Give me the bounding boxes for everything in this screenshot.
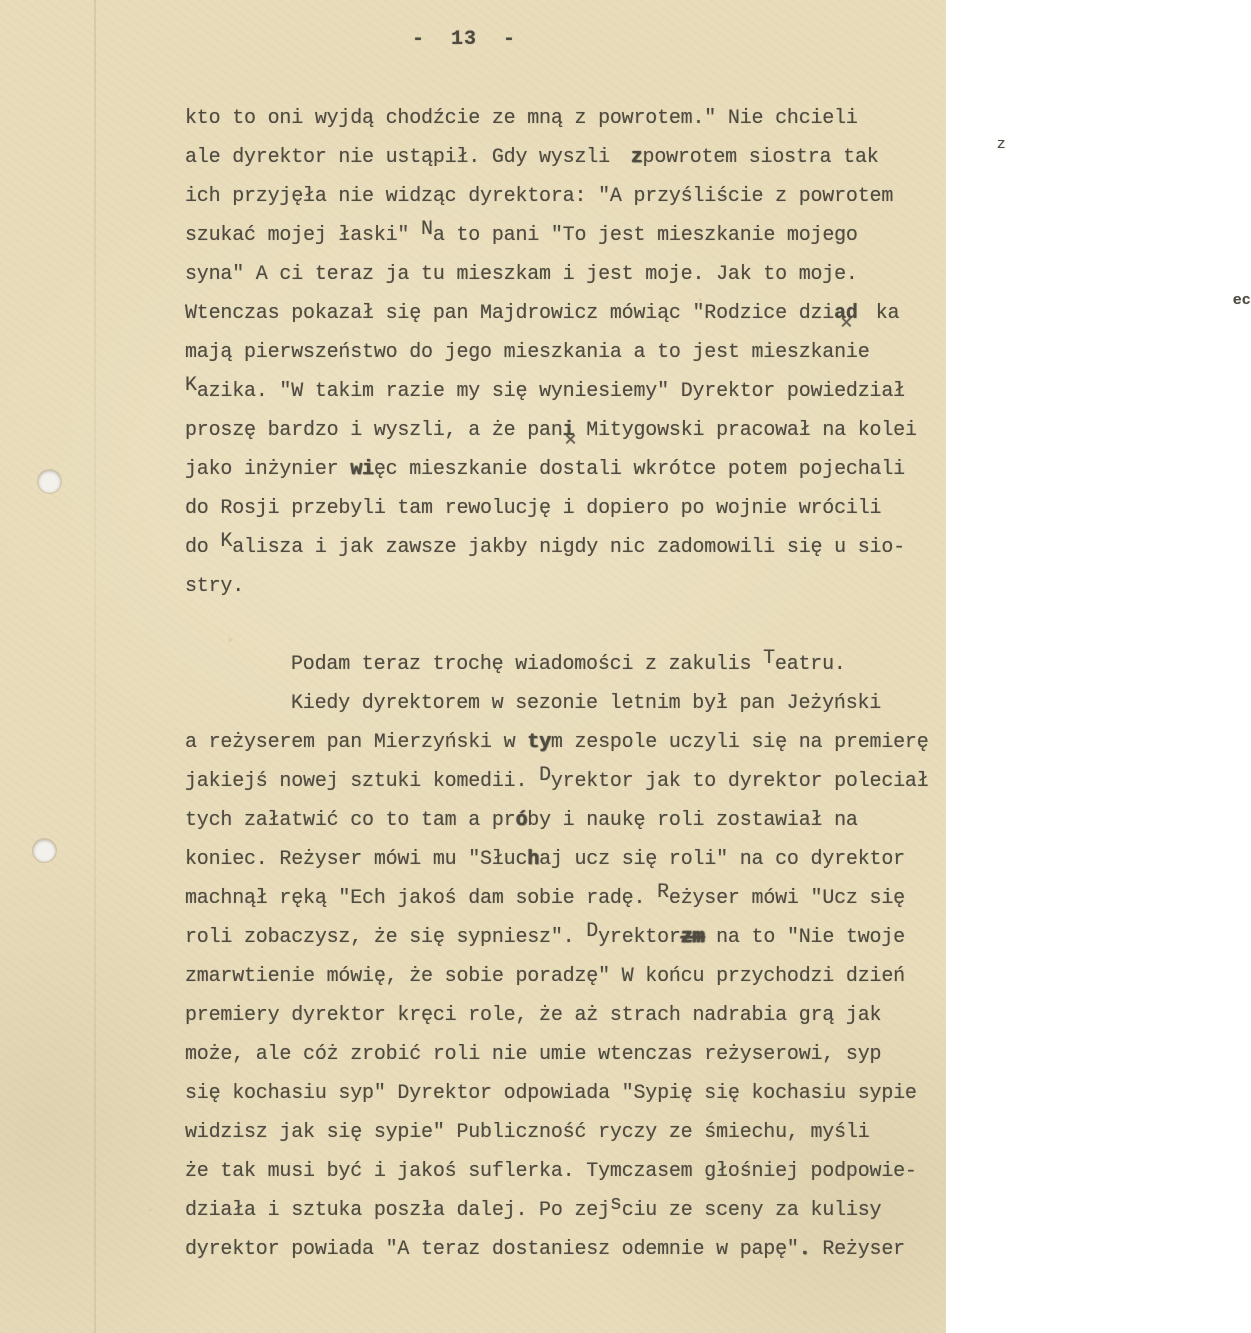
text-segment: roli zobaczysz, że się sypniesz". — [185, 926, 587, 949]
text-line — [185, 840, 935, 879]
text-line — [185, 645, 935, 684]
text-segment: proszę bardzo i wyszli, a że pan — [185, 419, 563, 442]
text-segment: yrektor — [598, 926, 681, 949]
corrected-text-segment: ty — [527, 731, 551, 754]
corrected-text-segment: z — [630, 146, 643, 169]
text-segment: dyrektor powiada "A teraz dostaniesz odemnie w papę" — [185, 1238, 799, 1261]
paragraph — [185, 99, 1251, 606]
text-line — [185, 216, 935, 255]
text-line — [185, 723, 935, 762]
paragraph — [185, 645, 935, 1269]
text-segment: na to "Nie twoje — [704, 926, 905, 949]
interline-correction: z — [996, 136, 1006, 153]
text-segment: że tak musi być i jakoś suflerka. Tymczasem głośniej podpowie- — [185, 1160, 917, 1183]
typewritten-text — [185, 99, 1251, 1269]
text-segment: powrotem siostra tak — [642, 146, 879, 169]
interline-correction: ec — [1232, 292, 1251, 309]
text-segment: mają pierwszeństwo do jego mieszkania a to jest mieszkanie — [185, 341, 870, 364]
text-segment: ka — [875, 302, 900, 325]
text-segment: jako inżynier — [185, 458, 351, 481]
text-segment: ich przyjęła nie widząc dyrektora: "A przyśliście z powrotem — [185, 185, 894, 208]
text-line — [185, 762, 935, 801]
corrected-text-segment: h — [527, 848, 540, 871]
text-segment: by i naukę roli zostawiał na — [527, 809, 858, 832]
text-segment: Reżyser — [810, 1238, 905, 1261]
text-line — [185, 996, 935, 1035]
text-segment: ciu ze sceny za kulisy — [621, 1199, 882, 1222]
text-segment: jakiejś nowej sztuki komedii. — [185, 770, 540, 793]
text-segment: Wtenczas pokazał się pan Majdrowicz mówiąc "Rodzice dzi — [185, 302, 835, 325]
corrected-text-segment: zm — [680, 926, 705, 949]
text-line — [185, 528, 935, 567]
text-line — [185, 450, 935, 489]
text-line — [185, 957, 935, 996]
corrected-text-segment: wi — [350, 458, 374, 481]
text-segment: tych załatwić co to tam a pr — [185, 809, 516, 832]
text-segment: a to pani "To jest mieszkanie mojego — [432, 224, 858, 247]
text-segment: Podam teraz trochę wiadomości z zakulis — [291, 653, 764, 676]
text-line — [185, 801, 935, 840]
text-segment: azika. "W takim razie my się wyniesiemy" Dyrektor powiedział — [196, 380, 905, 403]
text-segment: koniec. Reżyser mówi mu "Słuc — [185, 848, 528, 871]
page-number: - 13 - — [411, 28, 516, 51]
text-segment: premiery dyrektor kręci role, że aż strach nadrabia grą jak — [185, 1004, 882, 1027]
text-segment: zmarwtienie mówię, że sobie poradzę" W końcu przychodzi dzień — [185, 965, 905, 988]
text-segment: ale dyrektor nie ustąpił. Gdy wyszli — [185, 146, 610, 169]
text-segment: może, ale cóż zrobić roli nie umie wtenczas reżyserowi, syp — [185, 1043, 882, 1066]
corrected-text-segment: T — [763, 647, 775, 670]
text-line — [185, 1152, 935, 1191]
punch-hole-bottom — [33, 839, 56, 862]
text-segment: aj ucz się roli" na co dyrektor — [539, 848, 905, 871]
text-line — [185, 489, 935, 528]
text-segment: ęc mieszkanie dostali wkrótce potem pojechali — [373, 458, 905, 481]
text-line — [185, 918, 935, 957]
corrected-text-segment: i ✕ — [563, 419, 575, 442]
corrected-text-segment: D — [586, 920, 599, 943]
corrected-text-segment: . — [798, 1238, 811, 1261]
text-line — [185, 1113, 935, 1152]
text-segment: yrektor jak to dyrektor poleciał — [550, 770, 929, 793]
text-segment: m zespole uczyli się na premierę — [550, 731, 929, 754]
text-line — [185, 136, 1006, 177]
text-line — [185, 99, 935, 138]
text-line — [185, 292, 1251, 333]
text-line — [185, 879, 935, 918]
text-line — [185, 1191, 935, 1230]
text-segment: a reżyserem pan Mierzyński w — [185, 731, 528, 754]
text-line — [185, 1074, 935, 1113]
text-line — [185, 411, 935, 450]
text-line — [185, 372, 935, 411]
text-line — [185, 567, 935, 606]
corrected-text-segment: s — [609, 1193, 622, 1216]
text-segment: Kiedy dyrektorem w sezonie letnim był pan Jeżyński — [291, 692, 882, 715]
corrected-text-segment: K — [220, 530, 233, 553]
corrected-text-segment: ad$^{ec}$ ✕ — [834, 302, 876, 325]
text-line — [185, 1230, 935, 1269]
corrected-text-segment: R — [657, 881, 669, 904]
text-segment: kto to oni wyjdą chodźcie ze mną z powrotem." Nie chcieli — [185, 107, 858, 130]
text-segment: się kochasiu syp" Dyrektor odpowiada "Sypię się kochasiu sypie — [185, 1082, 917, 1105]
text-segment: eżyser mówi "Ucz się — [668, 887, 905, 910]
corrected-text-segment: K — [185, 374, 197, 397]
corrected-text-segment: ó — [515, 809, 528, 832]
text-segment: działa i sztuka poszła dalej. Po zej — [185, 1199, 610, 1222]
text-segment: syna" A ci teraz ja tu mieszkam i jest moje. Jak to moje. — [185, 263, 858, 286]
text-line — [185, 1035, 935, 1074]
text-line — [185, 177, 935, 216]
text-segment: stry. — [185, 575, 245, 598]
punch-hole-top — [38, 470, 61, 493]
text-segment: szukać mojej łaski" — [185, 224, 422, 247]
text-segment: widzisz jak się sypie" Publiczność ryczy ze śmiechu, myśli — [185, 1121, 870, 1144]
text-segment: do — [185, 536, 221, 559]
text-segment: alisza i jak zawsze jakby nigdy nic zadomowili się u sio- — [232, 536, 905, 559]
text-line — [185, 255, 935, 294]
text-segment: eatru. — [774, 653, 846, 676]
paper-fold-crease — [94, 0, 96, 1333]
text-line — [185, 333, 935, 372]
text-segment: machnął ręką "Ech jakoś dam sobie radę. — [185, 887, 658, 910]
corrected-text-segment: N — [421, 218, 433, 241]
text-segment: Mitygowski pracował na kolei — [574, 419, 917, 442]
text-segment: do Rosji przebyli tam rewolucję i dopiero po wojnie wrócili — [185, 497, 882, 520]
corrected-text-segment: D — [539, 764, 551, 787]
text-line — [185, 684, 935, 723]
